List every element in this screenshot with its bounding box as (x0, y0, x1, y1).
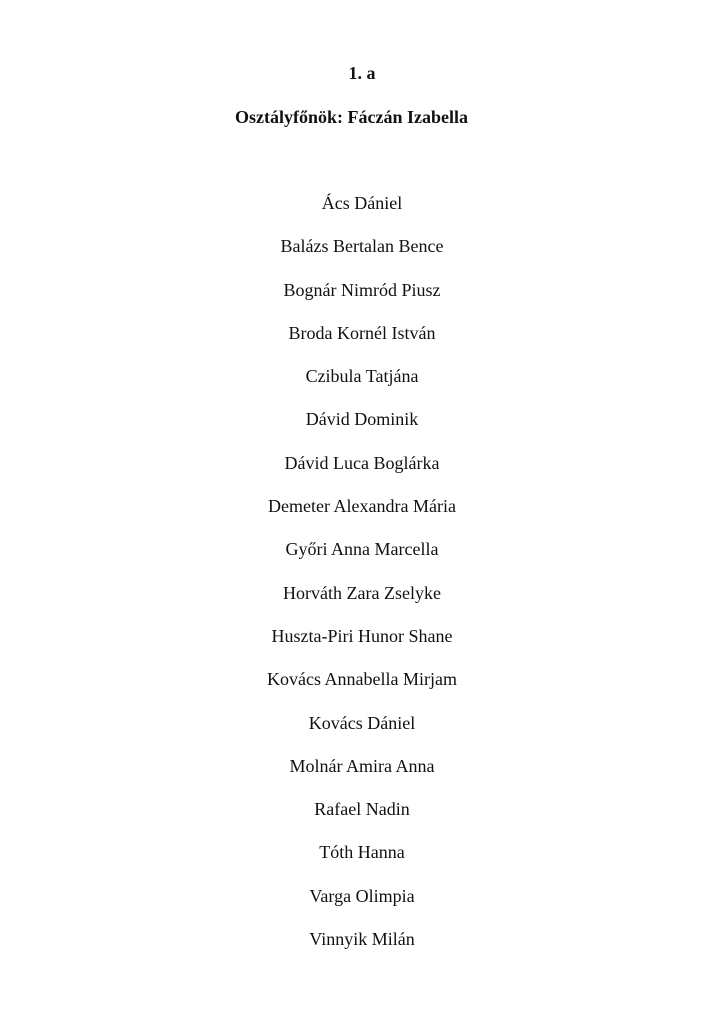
student-name: Dávid Luca Boglárka (284, 452, 440, 473)
student-name: Varga Olimpia (309, 885, 415, 906)
class-teacher-line: Osztályfőnök: Fáczán Izabella (235, 107, 468, 127)
student-name: Huszta-Piri Hunor Shane (271, 625, 453, 646)
student-name: Rafael Nadin (314, 799, 410, 820)
class-title: 1. a (348, 63, 376, 83)
student-name: Bognár Nimród Piusz (283, 279, 441, 300)
student-name: Molnár Amira Anna (289, 755, 435, 776)
student-name: Kovács Annabella Mirjam (267, 669, 457, 690)
student-name: Ács Dániel (321, 193, 403, 213)
student-name: Győri Anna Marcella (285, 539, 439, 560)
student-name: Horváth Zara Zselyke (283, 582, 441, 603)
student-name: Dávid Dominik (305, 409, 419, 430)
student-name: Balázs Bertalan Bence (280, 236, 444, 257)
student-list (0, 191, 724, 970)
student-name: Broda Kornél István (288, 322, 436, 343)
student-name: Demeter Alexandra Mária (268, 496, 456, 517)
student-name: Czibula Tatjána (305, 366, 419, 387)
student-name: Vinnyik Milán (309, 929, 415, 950)
student-name: Tóth Hanna (319, 842, 405, 863)
student-name: Kovács Dániel (308, 712, 416, 733)
